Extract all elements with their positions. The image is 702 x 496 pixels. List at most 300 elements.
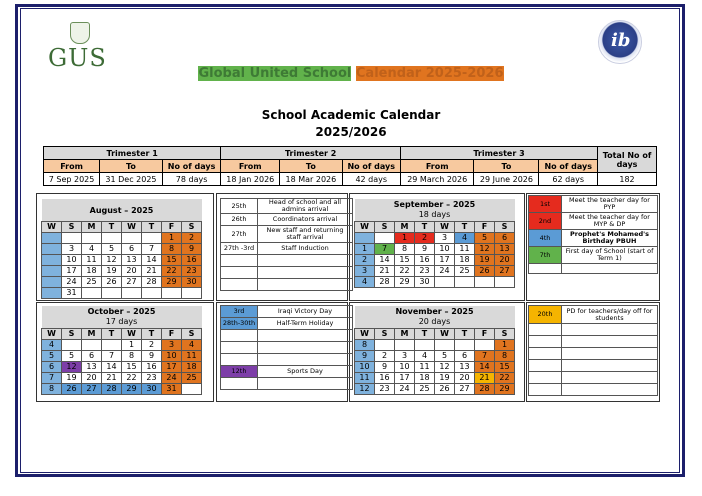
day-cell: 6: [82, 351, 102, 362]
day-cell: 11: [415, 362, 435, 373]
day-cell: 1: [122, 340, 142, 351]
legend-text: Meet the teacher day for MYP & DP: [562, 213, 658, 230]
day-cell: 2: [415, 233, 435, 244]
day-header: M: [395, 329, 415, 340]
day-cell: 9: [375, 362, 395, 373]
day-header: W: [122, 329, 142, 340]
day-cell: 9: [182, 244, 202, 255]
legend-empty: [562, 384, 658, 396]
legend-text: PD for teachers/day off for students: [562, 306, 658, 324]
event-date: 12th: [221, 366, 258, 378]
day-cell: 17: [162, 362, 182, 373]
legend-date: 4th: [529, 230, 562, 247]
day-cell: 7: [375, 244, 395, 255]
august-calendar: [41, 199, 202, 299]
week-cell: 5: [42, 351, 62, 362]
day-cell: 30: [182, 277, 202, 288]
day-cell: 10: [435, 244, 455, 255]
day-header: S: [62, 329, 82, 340]
day-cell: 27: [82, 384, 102, 395]
day-header: F: [162, 329, 182, 340]
day-cell: 3: [435, 233, 455, 244]
t3-days-header: No of days: [539, 160, 598, 173]
day-header: S: [375, 222, 395, 233]
day-cell: 20: [82, 373, 102, 384]
day-cell: 19: [62, 373, 82, 384]
day-cell: 15: [122, 362, 142, 373]
event-date-empty: [221, 279, 258, 291]
day-cell: 6: [122, 244, 142, 255]
day-cell: 17: [62, 266, 82, 277]
day-cell: 21: [475, 373, 495, 384]
day-cell: 15: [495, 362, 515, 373]
event-date-empty: [221, 354, 258, 366]
week-cell: 8: [42, 384, 62, 395]
day-cell: 18: [415, 373, 435, 384]
day-cell: [162, 288, 182, 299]
day-header: S: [375, 329, 395, 340]
day-cell: [455, 277, 475, 288]
october-title-text: October – 2025: [87, 307, 156, 316]
day-cell: 2: [375, 351, 395, 362]
day-cell: 26: [435, 384, 455, 395]
day-cell: 22: [395, 266, 415, 277]
day-cell: 18: [82, 266, 102, 277]
event-date: 25th: [221, 199, 258, 214]
event-text: Head of school and all admins arrival: [258, 199, 353, 214]
day-cell: 30: [142, 384, 162, 395]
day-cell: 11: [82, 255, 102, 266]
day-cell: 16: [375, 373, 395, 384]
day-header: F: [475, 222, 495, 233]
day-header: F: [162, 222, 182, 233]
day-cell: [495, 277, 515, 288]
week-cell: 12: [355, 384, 375, 395]
day-cell: 27: [455, 384, 475, 395]
day-cell: [475, 277, 495, 288]
day-cell: 18: [455, 255, 475, 266]
day-cell: 5: [62, 351, 82, 362]
t1-days-header: No of days: [162, 160, 220, 173]
day-cell: 26: [62, 384, 82, 395]
day-cell: 13: [82, 362, 102, 373]
legend-text: Prophet's Mohamed's Birthday PBUH: [562, 230, 658, 247]
september-calendar: [354, 199, 515, 288]
day-cell: 23: [142, 373, 162, 384]
legend-date: 1st: [529, 196, 562, 213]
day-cell: 1: [395, 233, 415, 244]
legend-empty: [562, 324, 658, 336]
event-text-empty: [258, 342, 353, 354]
day-cell: 11: [182, 351, 202, 362]
day-cell: [122, 233, 142, 244]
title-calendar: Calendar 2025-2026: [355, 66, 504, 81]
day-cell: 12: [435, 362, 455, 373]
day-cell: 2: [142, 340, 162, 351]
day-cell: [375, 340, 395, 351]
event-date: 28th-30th: [221, 318, 258, 330]
october-calendar: [41, 306, 202, 395]
day-cell: 23: [182, 266, 202, 277]
day-cell: 13: [122, 255, 142, 266]
ib-logo-text: ib: [611, 30, 631, 51]
day-cell: [142, 233, 162, 244]
legend-empty: [562, 360, 658, 372]
week-cell: 1: [355, 244, 375, 255]
legend-empty: [529, 336, 562, 348]
legend-date: 7th: [529, 247, 562, 264]
day-cell: 28: [375, 277, 395, 288]
day-cell: 17: [435, 255, 455, 266]
gus-logo-text: GUS: [48, 44, 107, 72]
day-header: S: [495, 329, 515, 340]
day-cell: [182, 384, 202, 395]
day-cell: 3: [62, 244, 82, 255]
week-cell: [42, 233, 62, 244]
t3-from: 29 March 2026: [400, 173, 473, 186]
day-header: W: [355, 329, 375, 340]
day-header: T: [102, 329, 122, 340]
day-cell: [102, 340, 122, 351]
day-cell: [415, 340, 435, 351]
day-cell: 31: [62, 288, 82, 299]
day-cell: 24: [62, 277, 82, 288]
day-cell: 2: [182, 233, 202, 244]
day-cell: 22: [162, 266, 182, 277]
day-cell: 10: [162, 351, 182, 362]
subtitle-year: 2025/2026: [315, 125, 387, 139]
event-date-empty: [221, 330, 258, 342]
day-cell: 21: [102, 373, 122, 384]
day-cell: 14: [475, 362, 495, 373]
day-cell: 13: [455, 362, 475, 373]
day-cell: 4: [182, 340, 202, 351]
day-cell: 28: [475, 384, 495, 395]
subtitle: School Academic Calendar: [261, 108, 441, 122]
october-events: [220, 305, 353, 390]
week-cell: 2: [355, 255, 375, 266]
day-cell: [182, 288, 202, 299]
day-header: T: [455, 222, 475, 233]
day-cell: 29: [495, 384, 515, 395]
day-cell: 4: [455, 233, 475, 244]
day-cell: 19: [102, 266, 122, 277]
day-cell: 1: [162, 233, 182, 244]
page-title: [0, 66, 702, 81]
day-header: S: [495, 222, 515, 233]
day-header: W: [122, 222, 142, 233]
day-cell: 18: [182, 362, 202, 373]
day-cell: [435, 340, 455, 351]
day-cell: 11: [455, 244, 475, 255]
total-days: 182: [598, 173, 657, 186]
day-header: F: [475, 329, 495, 340]
week-cell: 9: [355, 351, 375, 362]
event-text: Half-Term Holiday: [258, 318, 353, 330]
legend-date: 20th: [529, 306, 562, 324]
t2-from-header: From: [221, 160, 280, 173]
day-cell: 9: [415, 244, 435, 255]
day-cell: 23: [375, 384, 395, 395]
day-cell: 20: [455, 373, 475, 384]
legend-empty: [529, 324, 562, 336]
day-cell: [122, 288, 142, 299]
day-cell: 21: [375, 266, 395, 277]
event-date: 26th: [221, 214, 258, 226]
event-text: New staff and returning staff arrival: [258, 226, 353, 243]
t2-to-header: To: [280, 160, 342, 173]
t1-from-header: From: [44, 160, 100, 173]
title-school: Global United School: [198, 66, 352, 81]
legend-empty: [529, 264, 562, 274]
day-cell: 19: [435, 373, 455, 384]
day-cell: 7: [475, 351, 495, 362]
day-cell: 24: [395, 384, 415, 395]
day-cell: 5: [475, 233, 495, 244]
t2-from: 18 Jan 2026: [221, 173, 280, 186]
legend-empty: [529, 372, 562, 384]
event-date-empty: [221, 267, 258, 279]
gus-logo: [48, 22, 110, 70]
legend-empty: [562, 348, 658, 360]
t3-from-header: From: [400, 160, 473, 173]
t1-to-header: To: [100, 160, 163, 173]
day-header: T: [142, 222, 162, 233]
day-cell: 8: [162, 244, 182, 255]
day-cell: [82, 340, 102, 351]
day-header: M: [82, 329, 102, 340]
day-cell: 16: [182, 255, 202, 266]
day-cell: 15: [162, 255, 182, 266]
day-cell: 29: [162, 277, 182, 288]
day-cell: 3: [162, 340, 182, 351]
september-days: 18 days: [418, 210, 451, 219]
t1-to: 31 Dec 2025: [100, 173, 163, 186]
day-cell: 7: [102, 351, 122, 362]
t2-days: 42 days: [342, 173, 400, 186]
event-text-empty: [258, 378, 353, 390]
day-cell: 12: [62, 362, 82, 373]
day-cell: 22: [495, 373, 515, 384]
day-cell: 29: [395, 277, 415, 288]
october-days: 17 days: [105, 317, 138, 326]
event-date: 27th -3rd: [221, 243, 258, 255]
week-cell: [42, 288, 62, 299]
week-cell: 10: [355, 362, 375, 373]
ib-logo: [598, 20, 642, 64]
day-cell: 12: [475, 244, 495, 255]
day-cell: 5: [435, 351, 455, 362]
week-cell: 11: [355, 373, 375, 384]
day-cell: 5: [102, 244, 122, 255]
day-cell: 8: [395, 244, 415, 255]
day-header: M: [82, 222, 102, 233]
t3-to-header: To: [474, 160, 539, 173]
day-cell: [62, 233, 82, 244]
event-text-empty: [258, 279, 353, 291]
november-days: 20 days: [418, 317, 451, 326]
day-header: W: [42, 222, 62, 233]
day-header: T: [415, 222, 435, 233]
day-cell: 17: [395, 373, 415, 384]
day-cell: 4: [82, 244, 102, 255]
day-cell: 15: [395, 255, 415, 266]
day-cell: 24: [435, 266, 455, 277]
day-cell: 30: [415, 277, 435, 288]
week-cell: [42, 244, 62, 255]
day-cell: 14: [375, 255, 395, 266]
day-header: W: [435, 222, 455, 233]
crest-icon: [70, 22, 90, 44]
day-cell: 14: [142, 255, 162, 266]
legend-empty: [562, 264, 658, 274]
trimester-1-header: Trimester 1: [44, 147, 221, 160]
week-cell: 7: [42, 373, 62, 384]
event-text-empty: [258, 354, 353, 366]
day-header: T: [142, 329, 162, 340]
day-cell: 10: [395, 362, 415, 373]
day-cell: 28: [102, 384, 122, 395]
day-cell: 7: [142, 244, 162, 255]
day-cell: 3: [395, 351, 415, 362]
day-cell: 22: [122, 373, 142, 384]
day-cell: [82, 233, 102, 244]
event-text: Iraqi Victory Day: [258, 306, 353, 318]
day-header: W: [42, 329, 62, 340]
day-header: S: [62, 222, 82, 233]
day-cell: [82, 288, 102, 299]
day-cell: [435, 277, 455, 288]
event-text-empty: [258, 330, 353, 342]
august-events: [220, 198, 353, 291]
day-cell: 27: [122, 277, 142, 288]
event-text-empty: [258, 267, 353, 279]
day-cell: 25: [415, 384, 435, 395]
day-cell: 25: [82, 277, 102, 288]
legend-text: First day of School (start of Term 1): [562, 247, 658, 264]
day-cell: [102, 288, 122, 299]
legend-empty: [562, 336, 658, 348]
day-cell: 6: [455, 351, 475, 362]
day-cell: 20: [122, 266, 142, 277]
october-title: [42, 306, 202, 329]
day-cell: [455, 340, 475, 351]
day-header: S: [182, 329, 202, 340]
day-cell: 16: [415, 255, 435, 266]
day-cell: [475, 340, 495, 351]
event-date-empty: [221, 342, 258, 354]
week-cell: [42, 266, 62, 277]
week-cell: 4: [355, 277, 375, 288]
week-cell: [355, 233, 375, 244]
day-cell: [395, 340, 415, 351]
day-cell: 25: [182, 373, 202, 384]
trimester-3-header: Trimester 3: [400, 147, 597, 160]
day-cell: 1: [495, 340, 515, 351]
legend-empty: [529, 360, 562, 372]
november-calendar: [354, 306, 515, 395]
legend-date: 2nd: [529, 213, 562, 230]
trimester-2-header: Trimester 2: [221, 147, 401, 160]
november-title-text: November – 2025: [395, 307, 474, 316]
day-cell: 13: [495, 244, 515, 255]
day-cell: 26: [475, 266, 495, 277]
day-cell: 19: [475, 255, 495, 266]
legend-empty: [529, 384, 562, 396]
day-cell: [62, 340, 82, 351]
day-header: S: [182, 222, 202, 233]
day-cell: 16: [142, 362, 162, 373]
day-cell: [375, 233, 395, 244]
august-title: August – 2025: [42, 199, 202, 222]
t1-from: 7 Sep 2025: [44, 173, 100, 186]
event-text: Staff Induction: [258, 243, 353, 255]
t2-days-header: No of days: [342, 160, 400, 173]
september-legend: [528, 195, 658, 274]
day-header: T: [415, 329, 435, 340]
t2-to: 18 Mar 2026: [280, 173, 342, 186]
event-date: 3rd: [221, 306, 258, 318]
day-cell: 21: [142, 266, 162, 277]
trimester-table: [43, 146, 657, 186]
t1-days: 78 days: [162, 173, 220, 186]
day-header: W: [435, 329, 455, 340]
day-cell: 9: [142, 351, 162, 362]
legend-empty: [529, 348, 562, 360]
day-header: T: [455, 329, 475, 340]
day-cell: 29: [122, 384, 142, 395]
week-cell: 6: [42, 362, 62, 373]
day-cell: 23: [415, 266, 435, 277]
t3-days: 62 days: [539, 173, 598, 186]
event-date-empty: [221, 378, 258, 390]
day-cell: 27: [495, 266, 515, 277]
day-cell: 12: [102, 255, 122, 266]
day-cell: 14: [102, 362, 122, 373]
day-cell: 24: [162, 373, 182, 384]
september-title-text: September – 2025: [393, 200, 476, 209]
day-cell: 6: [495, 233, 515, 244]
event-text: Coordinators arrival: [258, 214, 353, 226]
t3-to: 29 June 2026: [474, 173, 539, 186]
september-title: [355, 199, 515, 222]
day-cell: 10: [62, 255, 82, 266]
day-cell: 20: [495, 255, 515, 266]
day-header: W: [355, 222, 375, 233]
day-cell: 8: [122, 351, 142, 362]
week-cell: [42, 277, 62, 288]
november-title: [355, 306, 515, 329]
day-cell: 4: [415, 351, 435, 362]
week-cell: 4: [42, 340, 62, 351]
day-cell: 26: [102, 277, 122, 288]
legend-text: Meet the teacher day for PYP: [562, 196, 658, 213]
event-date: 27th: [221, 226, 258, 243]
day-header: T: [102, 222, 122, 233]
day-cell: [102, 233, 122, 244]
event-text: Sports Day: [258, 366, 353, 378]
event-date-empty: [221, 255, 258, 267]
week-cell: 3: [355, 266, 375, 277]
total-days-header: Total No of days: [598, 147, 657, 173]
day-cell: 8: [495, 351, 515, 362]
november-legend: [528, 305, 658, 396]
day-cell: 28: [142, 277, 162, 288]
day-cell: 25: [455, 266, 475, 277]
day-header: M: [395, 222, 415, 233]
day-cell: [142, 288, 162, 299]
day-cell: 31: [162, 384, 182, 395]
